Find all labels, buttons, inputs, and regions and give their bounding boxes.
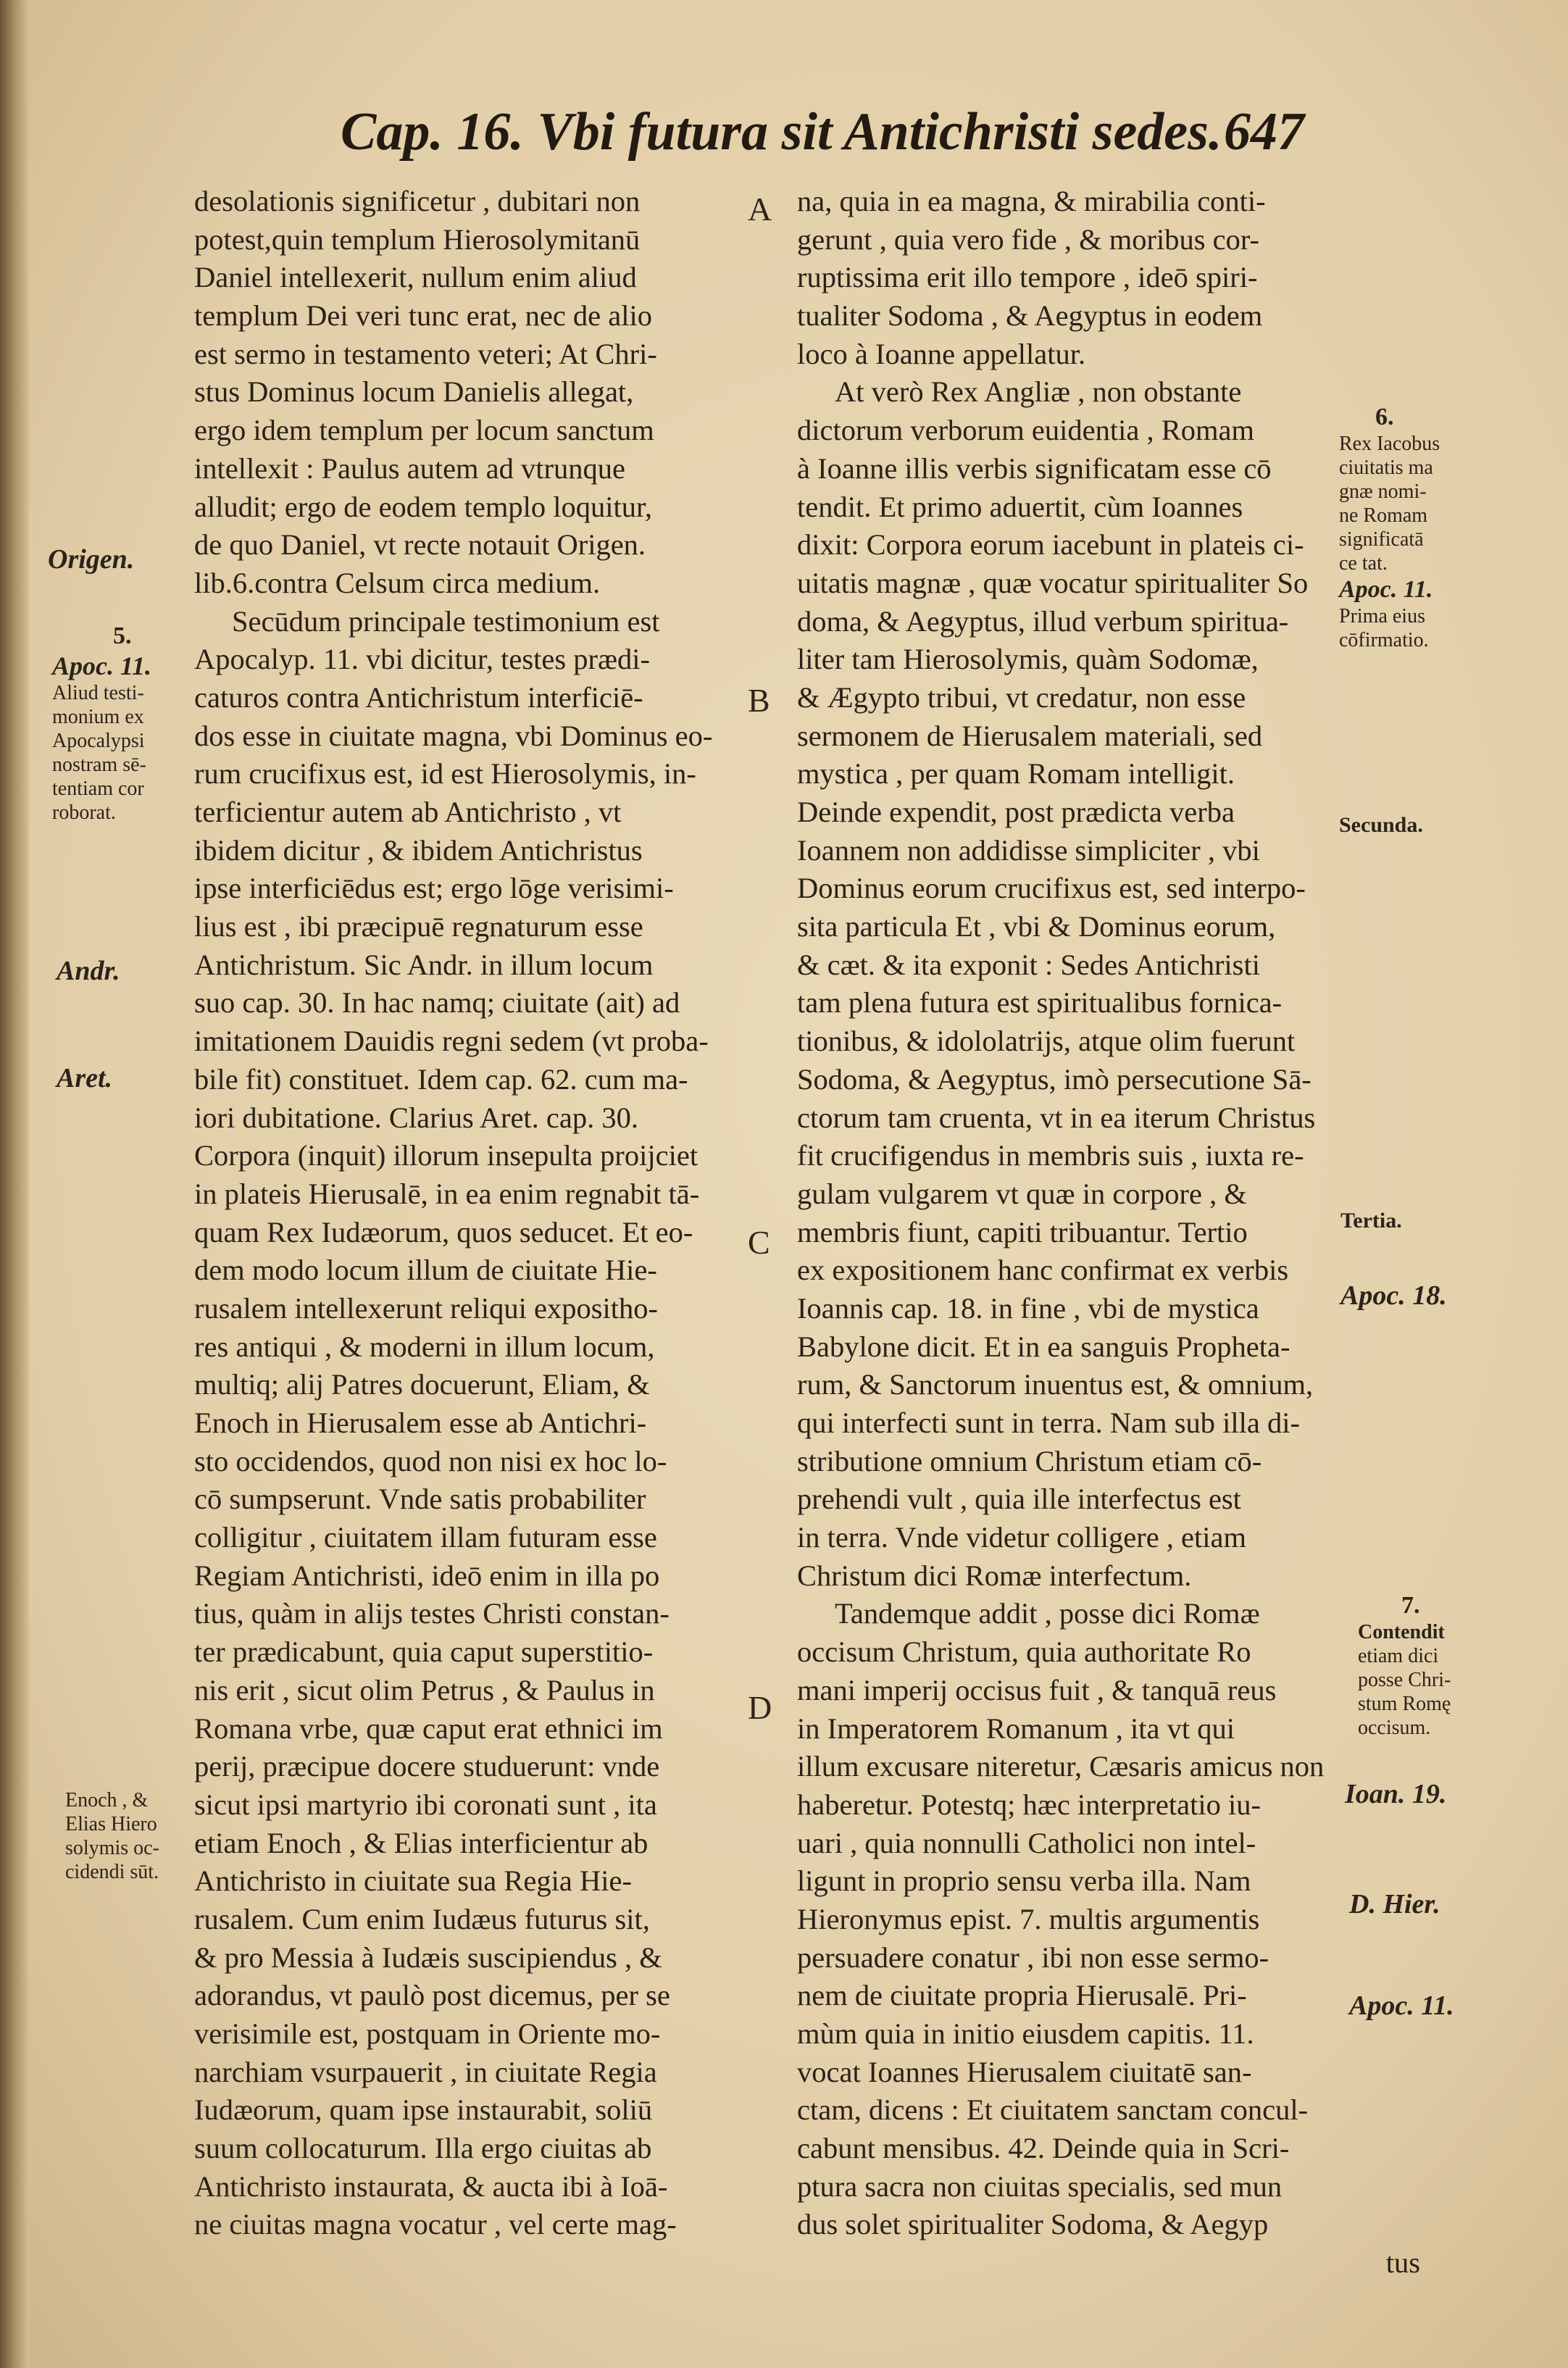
text-line: cō sumpserunt. Vnde satis probabiliter: [194, 1483, 646, 1516]
text-line: dictorum verborum euidentia , Romam: [797, 414, 1254, 447]
running-title: Cap. 16. Vbi futura sit Antichristi sedes.: [341, 102, 1222, 162]
text-line: gerunt , quia vero fide , & moribus cor-: [797, 222, 1260, 256]
text-line: Christum dici Romæ interfectum.: [797, 1559, 1192, 1592]
text-line: etiam Enoch , & Elias interficientur ab: [194, 1826, 649, 1859]
text-line: ruptissima erit illo tempore , ideō spiri-: [797, 261, 1258, 294]
text-line: vocat Ioannes Hierusalem ciuitatē san-: [797, 2055, 1252, 2088]
text-line: rum crucifixus est, id est Hierosolymis, in-: [194, 757, 696, 791]
section-letter-a: A: [748, 191, 772, 228]
page-number: 647: [1224, 102, 1304, 162]
text-line: ne ciuitas magna vocatur , vel certe mag-: [194, 2208, 677, 2241]
text-line: templum Dei veri tunc erat, nec de alio: [194, 299, 653, 333]
margin-note-aret: Aret.: [57, 1063, 113, 1093]
text-line: iori dubitatione. Clarius Aret. cap. 30.: [194, 1101, 638, 1134]
text-line: quam Rex Iudæorum, quos seducet. Et eo-: [194, 1215, 693, 1248]
text-line: Antichristo instaurata, & aucta ibi à Ioā-: [194, 2169, 668, 2203]
text-line: Deinde expendit, post prædicta verba: [797, 796, 1235, 828]
text-line: sto occidendos, quod non nisi ex hoc lo-: [194, 1444, 667, 1477]
page-gutter: [0, 0, 29, 2368]
text-line: prehendi vult , quia ille interfectus est: [797, 1483, 1241, 1516]
text-line: intellexit : Paulus autem ad vtrunque: [194, 451, 626, 485]
section-letter-d: D: [748, 1689, 772, 1726]
text-line: dixit: Corpora eorum iacebunt in plateis ci-: [797, 528, 1304, 562]
text-line: narchiam vsurpauerit , in ciuitate Regia: [194, 2055, 657, 2088]
text-line: lius est , ibi præcipuē regnaturum esse: [194, 910, 643, 943]
text-line: in Imperatorem Romanum , ita vt qui: [797, 1712, 1235, 1745]
text-line: & cæt. & ita exponit : Sedes Antichristi: [797, 948, 1260, 981]
text-line: fit crucifigendus in membris suis , iuxta re-: [797, 1139, 1304, 1172]
text-line: sita particula Et , vbi & Dominus eorum,: [797, 910, 1276, 943]
text-line: ctam, dicens : Et ciuitatem sanctam concul-: [797, 2093, 1309, 2127]
text-line: & pro Messia à Iudæis suscipiendus , &: [194, 1940, 662, 1974]
text-line: Apocalyp. 11. vbi dicitur, testes prædi-: [194, 643, 651, 676]
text-line: mystica , per quam Romam intelligit.: [797, 757, 1235, 791]
text-line: dus solet spiritualiter Sodoma, & Aegyp: [797, 2208, 1269, 2241]
text-line: ctorum tam cruenta, vt in ea iterum Christus: [797, 1101, 1316, 1134]
text-line: bile fit) constituet. Idem cap. 62. cum ma-: [194, 1062, 688, 1096]
text-line: illum excusare niteretur, Cæsaris amicus non: [797, 1750, 1325, 1783]
margin-note-enoch: Enoch , & Elias Hiero solymis oc- cidendi sūt.: [65, 1789, 159, 1883]
left-column: [194, 183, 735, 2244]
text-line: alludit; ergo de eodem templo loquitur,: [194, 490, 653, 523]
text-line: gulam vulgarem vt quæ in corpore , &: [797, 1177, 1247, 1210]
text-line: loco à Ioanne appellatur.: [797, 337, 1086, 370]
text-line: imitationem Dauidis regni sedem (vt proba-: [194, 1025, 709, 1058]
text-line: perij, præcipue docere studuerunt: vnde: [194, 1750, 660, 1783]
text-line: rum, & Sanctorum inuentus est, & omnium,: [797, 1368, 1314, 1401]
text-line: Dominus eorum crucifixus est, sed interpo-: [797, 872, 1306, 905]
text-line: liter tam Hierosolymis, quàm Sodomæ,: [797, 643, 1259, 676]
text-line: tualiter Sodoma , & Aegyptus in eodem: [797, 299, 1263, 333]
text-line: Corpora (inquit) illorum insepulta proijciet: [194, 1139, 698, 1172]
margin-note-apoc11b: Apoc. 11.: [1349, 1990, 1454, 2021]
margin-note-ioan19: Ioan. 19.: [1345, 1779, 1447, 1809]
margin-note-contendit: 7. Contendit etiam dici posse Chri- stum Romę occisum.: [1358, 1592, 1451, 1739]
text-line: sermonem de Hierusalem materiali, sed: [797, 719, 1263, 752]
text-line: cabunt mensibus. 42. Deinde quia in Scri-: [797, 2132, 1290, 2165]
text-line: in plateis Hierusalē, in ea enim regnabit tā-: [194, 1177, 700, 1210]
text-line: ex expositionem hanc confirmat ex verbis: [797, 1254, 1289, 1287]
margin-note-dhier: D. Hier.: [1349, 1889, 1440, 1919]
text-line: suo cap. 30. In hac namq; ciuitate (ait) ad: [194, 986, 680, 1020]
text-line: suum collocaturum. Illa ergo ciuitas ab: [194, 2132, 652, 2165]
text-line: na, quia in ea magna, & mirabilia conti-: [797, 185, 1266, 217]
text-line: caturos contra Antichristum interficiē-: [194, 680, 643, 714]
text-line: persuadere conatur , ibi non esse sermo-: [797, 1940, 1269, 1974]
text-line: sicut ipsi martyrio ibi coronati sunt , ita: [194, 1788, 657, 1821]
section-letter-b: B: [748, 682, 770, 719]
text-line: Ioannis cap. 18. in fine , vbi de mystica: [797, 1291, 1259, 1325]
text-line: ligunt in proprio sensu verba illa. Nam: [797, 1864, 1251, 1898]
text-line: qui interfecti sunt in terra. Nam sub illa di-: [797, 1406, 1300, 1439]
text-line: dem modo locum illum de ciuitate Hie-: [194, 1254, 657, 1287]
text-line: terficientur autem ab Antichristo , vt: [194, 796, 622, 828]
text-line: ibidem dicitur , & ibidem Antichristus: [194, 833, 643, 867]
text-line: mani imperij occisus fuit , & tanquā reus: [797, 1673, 1277, 1706]
margin-note-secunda: Secunda.: [1339, 813, 1423, 837]
text-line: desolationis significetur , dubitari non: [194, 185, 641, 217]
section-letter-c: C: [748, 1224, 770, 1261]
text-line: occisum Christum, quia authoritate Ro: [797, 1635, 1251, 1669]
text-line: Secūdum principale testimonium est: [232, 604, 660, 638]
text-line: tam plena futura est spiritualibus fornica-: [797, 986, 1283, 1020]
text-line: nem de ciuitate propria Hierusalē. Pri-: [797, 1979, 1247, 2012]
text-line: ipse interficiēdus est; ergo lōge verisimi-: [194, 872, 674, 905]
text-line: membris fiunt, capiti tribuantur. Tertio: [797, 1215, 1248, 1248]
text-line: Babylone dicit. Et in ea sanguis Propheta-: [797, 1330, 1290, 1363]
text-line: Sodoma, & Aegyptus, imò persecutione Sā-: [797, 1062, 1311, 1096]
margin-note-apoc18: Apoc. 18.: [1340, 1280, 1447, 1311]
text-line: Ioannem non addidisse simpliciter , vbi: [797, 833, 1260, 867]
text-line: Enoch in Hierusalem esse ab Antichri-: [194, 1406, 647, 1439]
text-line: Romana vrbe, quæ caput erat ethnici im: [194, 1712, 663, 1745]
text-line: uitatis magnæ , quæ vocatur spiritualiter So: [797, 566, 1309, 599]
text-line: potest,quin templum Hierosolymitanū: [194, 222, 641, 256]
text-line: mùm quia in initio eiusdem capitis. 11.: [797, 2017, 1254, 2050]
text-line: Iudæorum, quam ipse instaurabit, soliū: [194, 2093, 653, 2127]
text-line: Hieronymus epist. 7. multis argumentis: [797, 1902, 1260, 1935]
text-line: rusalem intellexerunt reliqui expositho-: [194, 1291, 658, 1325]
margin-note-tertia: Tertia.: [1340, 1209, 1402, 1233]
text-line: ptura sacra non ciuitas specialis, sed mun: [797, 2169, 1283, 2203]
text-line: tius, quàm in alijs testes Christi constan-: [194, 1597, 670, 1630]
text-line: à Ioanne illis verbis significatam esse cō: [797, 451, 1272, 485]
text-line: stus Dominus locum Danielis allegat,: [194, 375, 634, 409]
text-line: dos esse in ciuitate magna, vbi Dominus eo-: [194, 719, 713, 752]
margin-note-aliud: 5. Apoc. 11. Aliud testi- monium ex Apocalypsi nostram sē- tentiam cor roborat.: [52, 622, 152, 824]
text-line: & Ægypto tribui, vt credatur, non esse: [797, 680, 1246, 714]
text-line: Daniel intellexerit, nullum enim aliud: [194, 261, 637, 294]
margin-note-origen: Origen.: [48, 544, 135, 575]
text-line: est sermo in testamento veteri; At Chri-: [194, 337, 657, 370]
text-line: ter prædicabunt, quia caput superstitio-: [194, 1635, 654, 1669]
text-line: res antiqui , & moderni in illum locum,: [194, 1330, 655, 1363]
text-line: nis erit , sicut olim Petrus , & Paulus in: [194, 1673, 655, 1706]
text-line: stributione omnium Christum etiam cō-: [797, 1444, 1262, 1477]
page-header: [341, 101, 1304, 181]
text-line: doma, & Aegyptus, illud verbum spiritua-: [797, 604, 1289, 638]
text-line: colligitur , ciuitatem illam futuram esse: [194, 1521, 657, 1554]
text-line: ergo idem templum per locum sanctum: [194, 414, 654, 447]
text-line: uari , quia nonnulli Catholici non intel-: [797, 1826, 1256, 1859]
margin-note-andr: Andr.: [57, 956, 120, 986]
text-line: haberetur. Potestq; hæc interpretatio iu-: [797, 1788, 1261, 1821]
text-line: Regiam Antichristi, ideō enim in illa po: [194, 1559, 660, 1592]
text-line: tendit. Et primo aduertit, cùm Ioannes: [797, 490, 1243, 523]
text-line: tionibus, & idololatrijs, atque olim fuerunt: [797, 1025, 1296, 1058]
text-line: Tandemque addit , posse dici Romæ: [835, 1597, 1260, 1630]
text-line: multiq; alij Patres docuerunt, Eliam, &: [194, 1368, 650, 1401]
catchword: tus: [1385, 2246, 1420, 2280]
text-line: Antichristo in ciuitate sua Regia Hie-: [194, 1864, 632, 1898]
margin-note-rex: 6. Rex Iacobus ciuitatis ma gnæ nomi- ne Romam significatā ce tat. Apoc. 11. Prima eius cōfirmatio.: [1339, 404, 1440, 651]
text-line: At verò Rex Angliæ , non obstante: [835, 375, 1242, 409]
text-line: lib.6.contra Celsum circa medium.: [194, 566, 601, 599]
text-line: Antichristum. Sic Andr. in illum locum: [194, 948, 654, 981]
text-line: verisimile est, postquam in Oriente mo-: [194, 2017, 661, 2050]
text-line: de quo Daniel, vt recte notauit Origen.: [194, 528, 646, 562]
text-line: in terra. Vnde videtur colligere , etiam: [797, 1521, 1247, 1554]
text-line: rusalem. Cum enim Iudæus futurus sit,: [194, 1902, 650, 1935]
text-line: adorandus, vt paulò post dicemus, per se: [194, 1979, 670, 2012]
